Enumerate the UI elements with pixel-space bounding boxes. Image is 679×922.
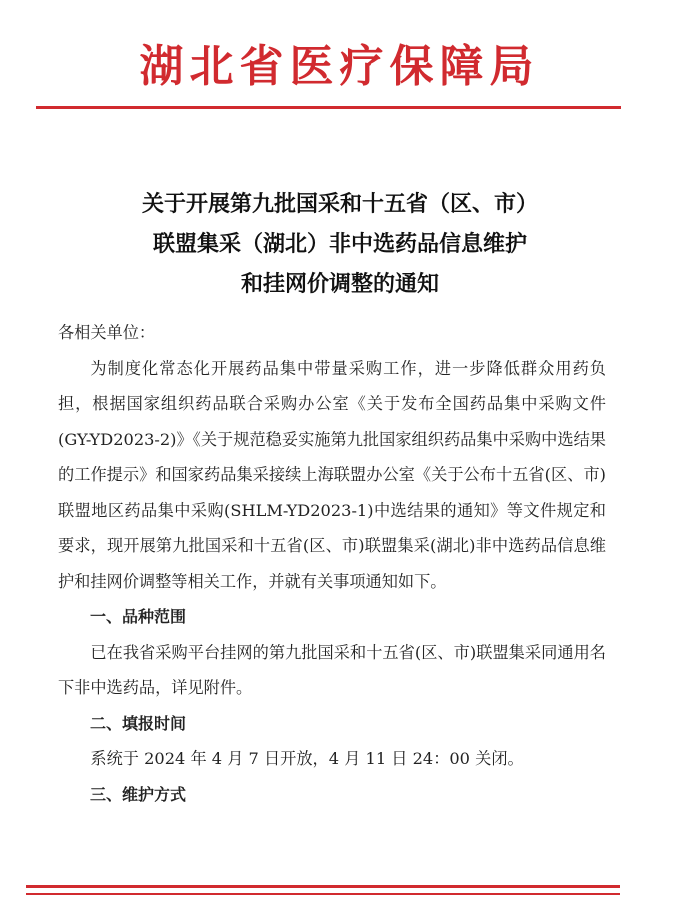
agency-header: 湖北省医疗保障局 [139,41,540,92]
section-2-text: 系统于 2024 年 4 月 7 日开放，4 月 11 日 24：00 关闭。 [90,749,524,768]
title-line-3: 和挂网价调整的通知 [240,271,439,297]
title-line-2: 联盟集采（湖北）非中选药品信息维护 [152,231,527,257]
header-divider [36,106,621,109]
document-body [58,315,606,812]
section-3-heading: 三、维护方式 [90,784,187,804]
section-2-heading: 二、填报时间 [90,713,187,733]
intro-paragraph: 为制度化常态化开展药品集中带量采购工作，进一步降低群众用药负担，根据国家组织药品联合采购办公室《关于发布全国药品集中采购文件(GY-YD2023-2)》《关于规范稳妥实施第九批国家组织药品集中采购中选结果的工作提示》和国家药品集采接续上海联盟办公室《关于公布十五省(区、市)联盟地区药品集中采购(SHLM-YD2023-1)中选结果的通知》等文件规定和要求，现开展第九批国采和十五省(区、市)联盟集采(湖北)非中选药品信息维护和挂网价调整等相关工作，并就有关事项通知如下。 [58,358,606,591]
footer-divider-thin [26,893,620,895]
section-1-text: 已在我省采购平台挂网的第九批国采和十五省(区、市)联盟集采同通用名下非中选药品，详见附件。 [58,642,606,697]
document-title [40,184,640,304]
title-line-1: 关于开展第九批国采和十五省（区、市） [141,191,538,217]
salutation: 各相关单位： [58,323,156,342]
footer-divider-thick [26,885,620,888]
section-1-heading: 一、品种范围 [90,607,187,626]
